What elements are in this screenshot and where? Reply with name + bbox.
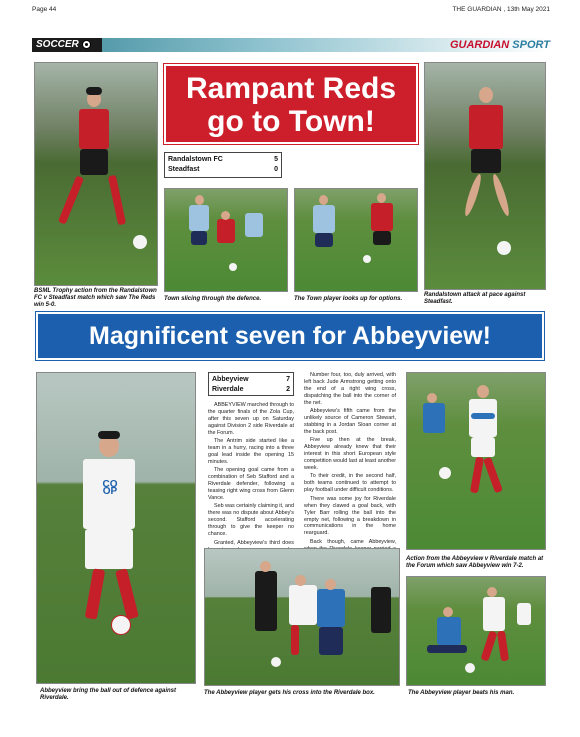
headline-line-2: go to Town! <box>207 105 375 138</box>
score-value: 2 <box>286 386 290 393</box>
paragraph: Five up then at the break, Abbeyview already knew that their interest in this short European style competition would last at least another week. <box>304 437 396 471</box>
paragraph: Granted, Abbeyview's third does <box>214 539 294 546</box>
caption-abbeyview-cross: The Abbeyview player gets his cross into the Riverdale box. <box>204 690 375 696</box>
score-value: 0 <box>274 166 278 173</box>
score-row <box>168 155 278 165</box>
paragraph: Seb was certainly claiming it, and there was no dispute about Abbey's second. Stafford accelerating through to give the keeper no chance. <box>208 503 294 538</box>
football-icon <box>82 40 91 49</box>
score-row <box>168 165 278 175</box>
score-team: Randalstown FC <box>168 156 223 163</box>
score-team: Riverdale <box>212 386 244 393</box>
article-column-1 <box>208 402 294 546</box>
paragraph: The opening goal came from a combination of Seb Stafford and a Riverdale defender, following a teasing right wing cross from Glenn Vance. <box>208 467 294 501</box>
paragraph: There was some joy for Riverdale when they clawed a goal back, with Tyler Barr rolling the ball into the empty net, following a breakdown in communications in the home rearguard. <box>304 495 396 537</box>
paragraph: Back though, came Abbeyview, <box>310 538 396 545</box>
paper-date: THE GUARDIAN , 13th May 2021 <box>452 6 550 13</box>
score-row <box>212 385 290 395</box>
caption-photo-mid-left: Town slicing through the defence. <box>164 296 262 302</box>
caption-photo-right: Randalstown attack at pace against Steadfast. <box>424 292 526 306</box>
paragraph: ABBEYVIEW marched through to the quarter finals of the Zola Cup, after this seven up on Saturday against Division 2 side Riverdale at the Forum. <box>208 402 294 436</box>
scorebox-story1 <box>164 152 282 178</box>
caption-abbeyview-defence: Abbeyview bring the ball out of defence against Riverdale. <box>40 688 177 702</box>
photo-abbeyview-action <box>406 372 546 550</box>
paragraph: The Antrim side started like a team in a hurry, racing into a three goal lead inside the opening 15 minutes. <box>208 438 294 465</box>
caption-photo-left: BSML Trophy action from the Randalstown FC v Steadfast match which saw The Reds win 5-0. <box>34 288 157 309</box>
score-team: Abbeyview <box>212 376 249 383</box>
caption-abbeyview-beats-man: The Abbeyview player beats his man. <box>408 690 515 696</box>
score-value: 5 <box>274 156 278 163</box>
masthead-guardian: GUARDIAN <box>449 39 510 51</box>
photo-abbeyview-cross <box>204 548 400 686</box>
photo-abbeyview-defence <box>36 372 196 684</box>
paragraph: To their credit, in the second half, both teams continued to attempt to play football under difficult conditions. <box>304 473 396 494</box>
photo-randalstown-attack <box>424 62 546 290</box>
shirt-sponsor: CO OP <box>102 479 118 497</box>
photo-randalstown-player-left <box>34 62 158 286</box>
score-value: 7 <box>286 376 290 383</box>
photo-abbeyview-beats-man <box>406 576 546 686</box>
photo-town-looks-up <box>294 188 418 292</box>
page-number: Page 44 <box>32 6 57 13</box>
section-tag <box>32 38 102 52</box>
scorebox-story2 <box>208 372 294 396</box>
paragraph: Abbeyview's fifth came from the unlikely source of Cameron Stewart, stabbing in a Jordan Sloan corner at the back post. <box>304 408 396 435</box>
paragraph: Number four, too, duly arrived, with left back Jude Armstrong getting onto the end of a right wing cross, dispatching the ball into the corner of the net. <box>304 372 396 406</box>
score-team: Steadfast <box>168 166 200 173</box>
headline-magnificent-seven: Magnificent seven for Abbeyview! <box>36 312 544 360</box>
article-column-2 <box>304 372 396 545</box>
headline-rampant-reds <box>164 64 418 144</box>
photo-town-slicing <box>164 188 288 292</box>
masthead-sport: SPORT <box>512 39 550 51</box>
caption-abbeyview-action: Action from the Abbeyview v Riverdale match at the Forum which saw Abbeyview win 7-2. <box>406 556 544 570</box>
section-label: SOCCER <box>36 39 79 50</box>
score-row <box>212 375 290 385</box>
caption-photo-mid-right: The Town player looks up for options. <box>294 296 403 302</box>
masthead <box>450 38 550 52</box>
headline-line-1: Rampant Reds <box>185 72 397 105</box>
